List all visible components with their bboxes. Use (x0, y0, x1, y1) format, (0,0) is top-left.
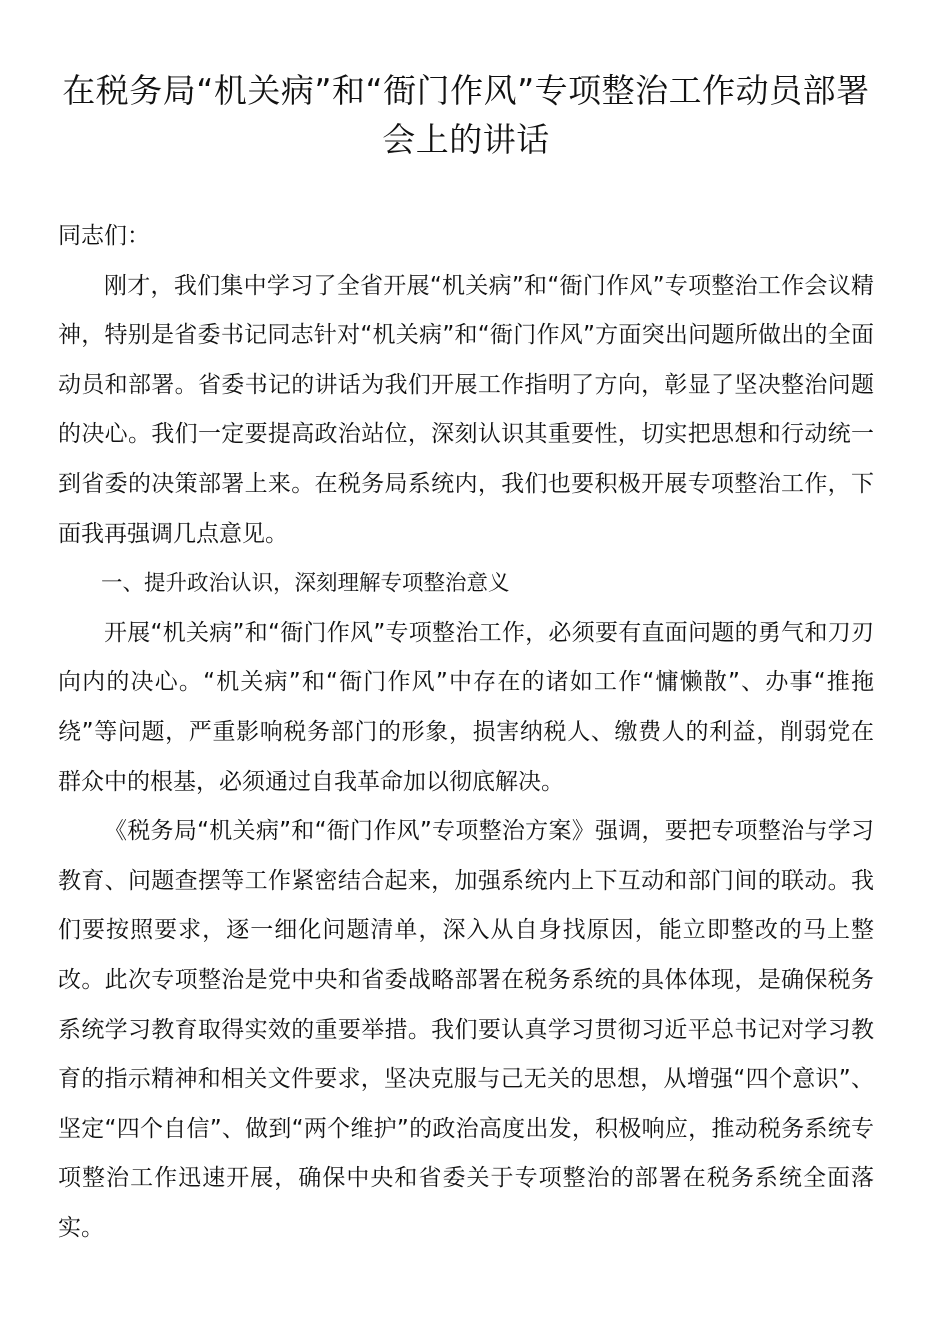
salutation: 同志们： (58, 223, 150, 249)
section-paragraph-2: 《税务局“机关病”和“衙门作风”专项整治方案》强调，要把专项整治与学习教育、问题查摆等工作紧密结合起来，加强系统内上下互动和部门间的联动。我们要按照要求，逐一细化问题清单，深入从自身找原因，能立即整改的马上整改。此次专项整治是党中央和省委战略部署在税务系统的具体体现，是确保税务系统学习教育取得实效的重要举措。我们要认真学习贯彻习近平总书记对学习教育的指示精神和相关文件要求，坚决克服与己无关的思想，从增强“四个意识”、坚定“四个自信”、做到“两个维护”的政治高度出发，积极响应，推动税务系统专项整治工作迅速开展，确保中央和省委关于专项整治的部署在税务系统全面落实。 (58, 818, 874, 1241)
document-title: 在税务局“机关病”和“衙门作风”专项整治工作动员部署会上的讲话 (62, 71, 870, 159)
section-heading: 一、提升政治认识，深刻理解专项整治意义 (101, 571, 510, 597)
intro-paragraph: 刚才，我们集中学习了全省开展“机关病”和“衙门作风”专项整治工作会议精神，特别是省委书记同志针对“机关病”和“衙门作风”方面突出问题所做出的全面动员和部署。省委书记的讲话为我们开展工作指明了方向，彰显了坚决整治问题的决心。我们一定要提高政治站位，深刻认识其重要性，切实把思想和行动统一到省委的决策部署上来。在税务局系统内，我们也要积极开展专项整治工作，下面我再强调几点意见。 (58, 272, 874, 547)
document-body (58, 212, 874, 1253)
section-paragraph-1: 开展“机关病”和“衙门作风”专项整治工作，必须要有直面问题的勇气和刀刃向内的决心。“机关病”和“衙门作风”中存在的诸如工作“慵懒散”、办事“推拖绕”等问题，严重影响税务部门的形象，损害纳税人、缴费人的利益，削弱党在群众中的根基，必须通过自我革命加以彻底解决。 (58, 619, 874, 795)
